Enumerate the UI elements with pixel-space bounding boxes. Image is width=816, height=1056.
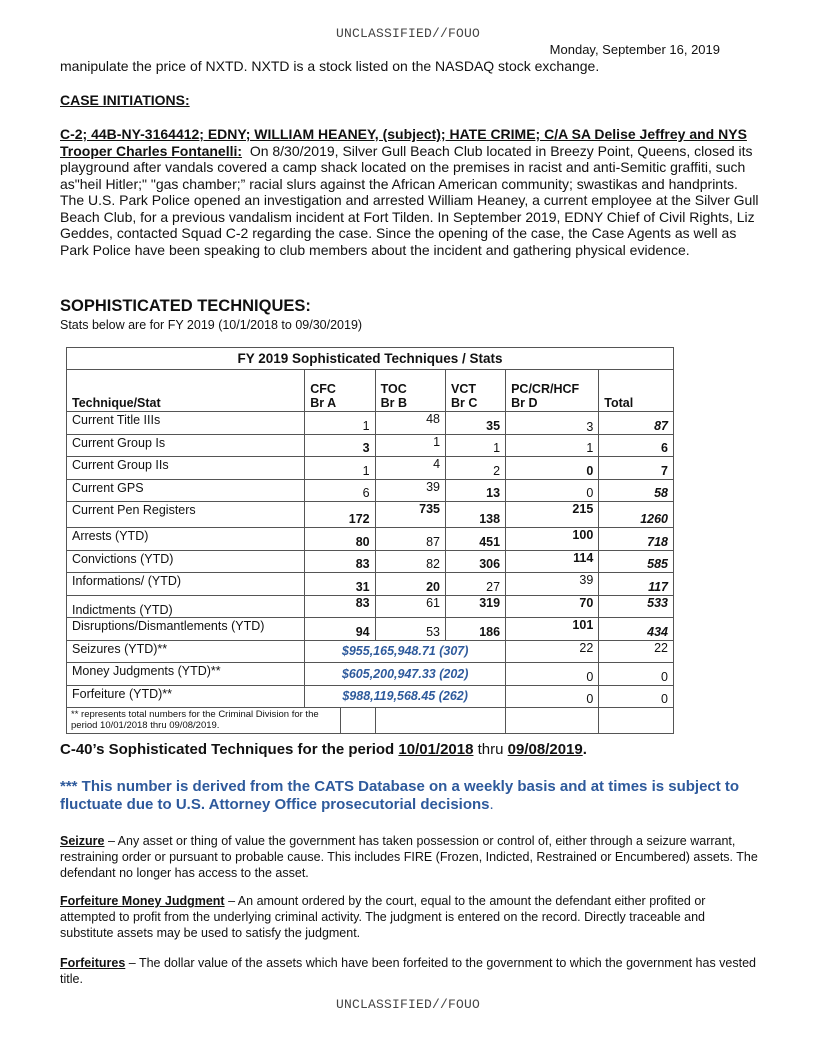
table-footnote-row xyxy=(67,708,674,734)
cell-total: 533 xyxy=(599,595,674,618)
case-body: On 8/30/2019, Silver Gull Beach Club located in Breezy Point, Queens, closed its playground after vandals covered a camp shack located on the premises in racist and anti-Semitic graffiti, such as"heil Hitler;" "gas chamber;” racial slurs against the African American community; swastikas and handprints. The U.S. Park Police opened an investigation and arrested William Heaney, a current employee at the Silver Gull Beach Club, for a previous vandalism incident at Fort Tilden. In September 2019, EDNY Chief of Civil Rights, Liz Geddes, contacted Squad C-2 regarding the case. Since the opening of the case, the Case Agents as well as Park Police have been speaking to club members about the incident and gathering physical evidence. xyxy=(60,142,759,258)
definition-forfeiture-money-judgment: Forfeiture Money Judgment – An amount ordered by the court, equal to the amount the defendant either profited or attempted to profit from the underlying criminal activity. The judgment is entered on the record. Directly traceable and substitute assets may be used to satisfy the judgment. xyxy=(60,894,706,940)
cell-br-d: 114 xyxy=(506,550,599,573)
case-initiations-heading: CASE INITIATIONS: xyxy=(60,92,190,108)
cell-br-b: 61 xyxy=(375,595,445,618)
cell-total: 0 xyxy=(599,685,674,708)
cell-br-c: 13 xyxy=(446,479,506,502)
cell-br-c: 186 xyxy=(446,618,506,641)
cats-note: *** This number is derived from the CATS Database on a weekly basis and at times is subject to fluctuate due to U.S. Attorney Office prosecutorial decisions. xyxy=(60,778,740,813)
cell-br-a: 1 xyxy=(305,412,375,435)
cell-br-b: 48 xyxy=(375,412,445,435)
cell-total: 0 xyxy=(599,663,674,686)
empty-cell xyxy=(599,708,674,734)
cell-br-c: 27 xyxy=(446,573,506,596)
row-label: Money Judgments (YTD)** xyxy=(67,663,305,686)
period-end: 09/08/2019 xyxy=(507,741,583,758)
cell-total: 7 xyxy=(599,457,674,480)
row-label: Current Group Is xyxy=(67,434,305,457)
case-title: C-2; 44B-NY-3164412; EDNY; WILLIAM HEANEY, (subject); HATE CRIME; C/A SA Delise Jeffrey and NYS Trooper Charles Fontanelli: xyxy=(60,126,747,159)
table-row xyxy=(67,434,674,457)
cell-br-a: 80 xyxy=(305,528,375,551)
row-label: Indictments (YTD) xyxy=(67,595,305,618)
cell-br-d: 70 xyxy=(506,595,599,618)
col-header-total: Total xyxy=(599,370,674,412)
cell-br-d: 100 xyxy=(506,528,599,551)
cell-br-c: 2 xyxy=(446,457,506,480)
row-label: Arrests (YTD) xyxy=(67,528,305,551)
definition-forfeitures: Forfeitures – The dollar value of the assets which have been forfeited to the government to which the government has vested title. xyxy=(60,956,757,986)
table-row xyxy=(67,550,674,573)
cell-br-d: 39 xyxy=(506,573,599,596)
cell-br-b: 4 xyxy=(375,457,445,480)
row-label: Current GPS xyxy=(67,479,305,502)
cell-br-a: 94 xyxy=(305,618,375,641)
cell-br-c: 306 xyxy=(446,550,506,573)
cell-br-b: 87 xyxy=(375,528,445,551)
intro-line: manipulate the price of NXTD. NXTD is a stock listed on the NASDAQ stock exchange. xyxy=(60,58,600,74)
document-date: Monday, September 16, 2019 xyxy=(549,42,720,57)
cell-total: 585 xyxy=(599,550,674,573)
cell-br-c: 451 xyxy=(446,528,506,551)
table-row xyxy=(67,479,674,502)
cell-br-a: 1 xyxy=(305,457,375,480)
cell-br-a: 31 xyxy=(305,573,375,596)
empty-cell xyxy=(506,708,599,734)
cell-amount: $605,200,947.33 (202) xyxy=(305,663,506,686)
cell-br-a: 3 xyxy=(305,434,375,457)
table-row xyxy=(67,457,674,480)
empty-cell xyxy=(341,708,375,734)
case-entry xyxy=(60,126,760,258)
period-start: 10/01/2018 xyxy=(398,741,474,758)
cell-br-a: 172 xyxy=(305,502,375,528)
cell-total: 87 xyxy=(599,412,674,435)
table-header-row xyxy=(67,370,674,412)
sophisticated-heading: SOPHISTICATED TECHNIQUES: xyxy=(60,297,311,315)
cell-br-b: 1 xyxy=(375,434,445,457)
row-label: Current Pen Registers xyxy=(67,502,305,528)
cell-br-d: 0 xyxy=(506,457,599,480)
col-header-cfc: CFC Br A xyxy=(305,370,375,412)
c40-summary: C-40’s Sophisticated Techniques for the period 10/01/2018 thru 09/08/2019. xyxy=(60,741,587,758)
cell-br-d: 1 xyxy=(506,434,599,457)
cell-br-b: 20 xyxy=(375,573,445,596)
definition-seizure: Seizure – Any asset or thing of value the government has taken possession or control of, either through a seizure warrant, restraining order or pursuant to probable cause. This includes FIRE (Frozen, Indicted, Restrained or Encumbered) assets. The defendant no longer has access to the asset. xyxy=(60,834,758,880)
cell-br-d: 3 xyxy=(506,412,599,435)
table-row-money xyxy=(67,685,674,708)
table-row-money xyxy=(67,640,674,663)
classification-header: UNCLASSIFIED//FOUO xyxy=(335,26,481,41)
cell-total: 718 xyxy=(599,528,674,551)
sophisticated-subheading: Stats below are for FY 2019 (10/1/2018 to 09/30/2019) xyxy=(60,318,363,332)
cell-br-d: 0 xyxy=(506,663,599,686)
stats-table xyxy=(66,347,674,734)
table-row xyxy=(67,618,674,641)
row-label: Seizures (YTD)** xyxy=(67,640,305,663)
cell-br-a: 83 xyxy=(305,595,375,618)
cell-br-d: 22 xyxy=(506,640,599,663)
row-label: Forfeiture (YTD)** xyxy=(67,685,305,708)
col-header-toc: TOC Br B xyxy=(375,370,445,412)
cell-br-c: 35 xyxy=(446,412,506,435)
cell-total: 58 xyxy=(599,479,674,502)
cell-br-d: 0 xyxy=(506,479,599,502)
cell-total: 6 xyxy=(599,434,674,457)
definition-term: Forfeiture Money Judgment xyxy=(60,894,225,908)
cell-br-a: 6 xyxy=(305,479,375,502)
cell-br-c: 1 xyxy=(446,434,506,457)
table-title: FY 2019 Sophisticated Techniques / Stats xyxy=(67,348,674,370)
cell-br-b: 82 xyxy=(375,550,445,573)
table-footnote: ** represents total numbers for the Criminal Division for the period 10/01/2018 thru 09/08/2019. xyxy=(67,708,341,734)
cell-total: 117 xyxy=(599,573,674,596)
row-label: Informations/ (YTD) xyxy=(67,573,305,596)
definition-term: Seizure xyxy=(60,834,105,848)
cell-amount: $988,119,568.45 (262) xyxy=(305,685,506,708)
cell-br-b: 53 xyxy=(375,618,445,641)
empty-cell xyxy=(375,708,505,734)
row-label: Current Group IIs xyxy=(67,457,305,480)
cell-amount: $955,165,948.71 (307) xyxy=(305,640,506,663)
table-row-money xyxy=(67,663,674,686)
cell-total: 434 xyxy=(599,618,674,641)
table-row xyxy=(67,502,674,528)
cell-br-b: 735 xyxy=(375,502,445,528)
cell-total: 1260 xyxy=(599,502,674,528)
col-header-pccrhcf: PC/CR/HCF Br D xyxy=(506,370,599,412)
row-label: Convictions (YTD) xyxy=(67,550,305,573)
cell-br-b: 39 xyxy=(375,479,445,502)
classification-footer: UNCLASSIFIED//FOUO xyxy=(335,997,481,1012)
cell-br-c: 319 xyxy=(446,595,506,618)
table-row xyxy=(67,412,674,435)
table-row xyxy=(67,595,674,618)
table-row xyxy=(67,573,674,596)
cell-br-d: 101 xyxy=(506,618,599,641)
definition-term: Forfeitures xyxy=(60,956,126,970)
cell-br-c: 138 xyxy=(446,502,506,528)
table-row xyxy=(67,528,674,551)
row-label: Disruptions/Dismantlements (YTD) xyxy=(67,618,305,641)
cell-br-a: 83 xyxy=(305,550,375,573)
cell-br-d: 215 xyxy=(506,502,599,528)
col-header-vct: VCT Br C xyxy=(446,370,506,412)
row-label: Current Title IIIs xyxy=(67,412,305,435)
cell-total: 22 xyxy=(599,640,674,663)
col-header-technique: Technique/Stat xyxy=(67,370,305,412)
cell-br-d: 0 xyxy=(506,685,599,708)
